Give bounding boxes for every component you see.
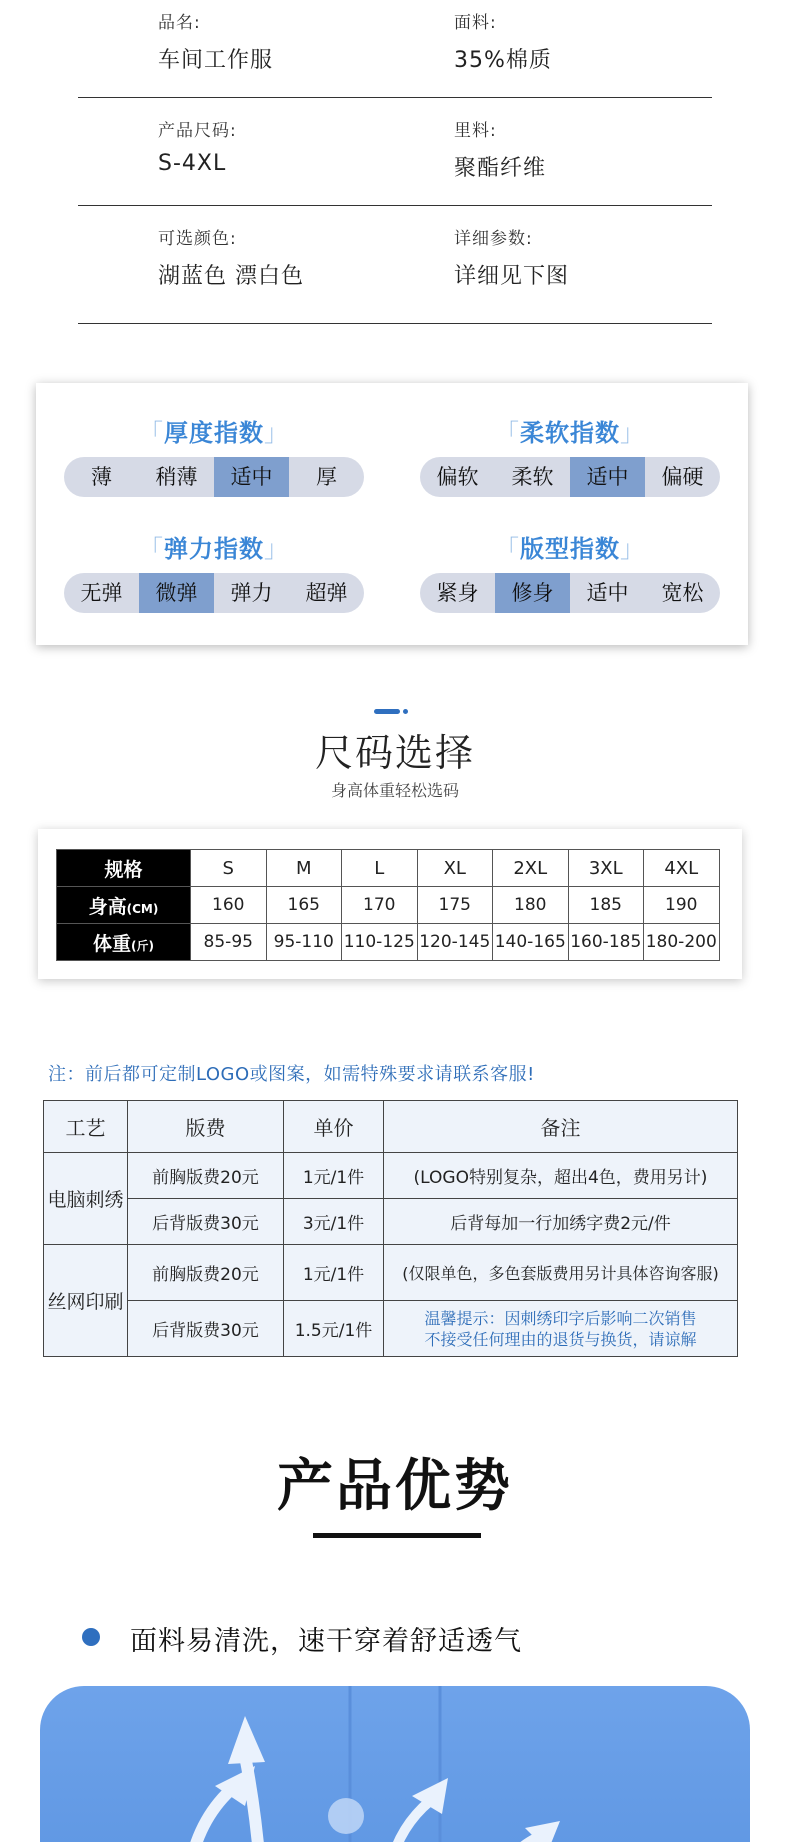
height-cell: 175	[417, 887, 493, 924]
fit-index	[420, 529, 720, 613]
index-bar	[420, 573, 720, 613]
index-option-active: 修身	[495, 573, 570, 613]
weight-header: 体重(斤)	[57, 924, 191, 961]
index-title: 「柔软指数」	[495, 419, 645, 447]
craft-fee: 后背版费30元	[128, 1199, 284, 1245]
height-cell: 170	[342, 887, 418, 924]
weight-cell: 180-200	[644, 924, 720, 961]
index-option-active: 适中	[570, 457, 645, 497]
weight-cell: 160-185	[568, 924, 644, 961]
height-cell: 185	[568, 887, 644, 924]
info-value: 湖蓝色 漂白色	[158, 264, 304, 289]
index-option-active: 微弹	[139, 573, 214, 613]
advantage-title: 产品优势	[277, 1454, 513, 1519]
info-value: 车间工作服	[158, 48, 274, 73]
index-option: 稍薄	[155, 465, 198, 489]
craft-remark-tip	[384, 1301, 738, 1357]
softness-index	[420, 413, 720, 497]
fabric-index-card	[36, 383, 748, 645]
info-cell-fabric	[454, 8, 552, 74]
info-label: 可选颜色:	[158, 229, 237, 249]
craft-price: 1元/1件	[284, 1245, 384, 1301]
craft-row	[44, 1199, 738, 1245]
index-option: 偏硬	[661, 465, 704, 489]
craft-header: 备注	[384, 1101, 738, 1153]
info-label: 面料:	[454, 13, 497, 33]
height-row	[57, 887, 720, 924]
bullet-dot	[82, 1628, 100, 1646]
index-option: 薄	[91, 465, 112, 489]
index-option: 无弹	[80, 581, 123, 605]
advantage-item: 面料易清洗，速干穿着舒适透气	[130, 1626, 522, 1657]
weight-cell: 85-95	[191, 924, 267, 961]
size-chart-card	[38, 829, 742, 979]
info-cell-name	[158, 8, 273, 74]
info-value: S-4XL	[158, 151, 227, 176]
info-cell-lining	[454, 116, 546, 182]
craft-price-table	[43, 1100, 738, 1357]
size-cell: XL	[417, 850, 493, 887]
craft-fee: 后背版费30元	[128, 1301, 284, 1357]
info-cell-size	[158, 116, 237, 176]
weight-cell: 110-125	[342, 924, 418, 961]
index-title: 「弹力指数」	[139, 535, 289, 563]
craft-remark: (LOGO特别复杂，超出4色，费用另计)	[384, 1153, 738, 1199]
craft-header-row	[44, 1101, 738, 1153]
elasticity-index	[64, 529, 364, 613]
index-option: 弹力	[230, 581, 273, 605]
size-cell: M	[266, 850, 342, 887]
craft-row	[44, 1245, 738, 1301]
size-row	[57, 850, 720, 887]
size-cell: L	[342, 850, 418, 887]
size-cell: 3XL	[568, 850, 644, 887]
craft-header: 版费	[128, 1101, 284, 1153]
craft-price: 3元/1件	[284, 1199, 384, 1245]
weight-cell: 140-165	[493, 924, 569, 961]
index-bar	[64, 573, 364, 613]
index-option: 适中	[586, 581, 629, 605]
breathable-arrows-icon	[40, 1686, 750, 1842]
index-option-active: 适中	[214, 457, 289, 497]
height-cell: 160	[191, 887, 267, 924]
height-cell: 165	[266, 887, 342, 924]
craft-row	[44, 1153, 738, 1199]
height-cell: 180	[493, 887, 569, 924]
customization-note: 注：前后都可定制LOGO或图案，如需特殊要求请联系客服!	[48, 1064, 535, 1085]
craft-fee: 前胸版费20元	[128, 1153, 284, 1199]
index-option: 宽松	[661, 581, 704, 605]
craft-price: 1元/1件	[284, 1153, 384, 1199]
size-cell: 2XL	[493, 850, 569, 887]
size-cell: S	[191, 850, 267, 887]
index-option: 偏软	[436, 465, 479, 489]
info-label: 里料:	[454, 121, 497, 141]
craft-price: 1.5元/1件	[284, 1301, 384, 1357]
height-cell: 190	[644, 887, 720, 924]
size-table	[56, 849, 720, 961]
info-value: 详细见下图	[454, 264, 570, 289]
index-bar	[420, 457, 720, 497]
index-title: 「厚度指数」	[139, 419, 289, 447]
craft-type: 电脑刺绣	[44, 1153, 128, 1245]
index-title: 「版型指数」	[495, 535, 645, 563]
craft-remark: (仅限单色，多色套版费用另计具体咨询客服)	[384, 1245, 738, 1301]
index-bar	[64, 457, 364, 497]
section-decoration	[374, 709, 408, 714]
info-row	[78, 98, 712, 206]
thickness-index	[64, 413, 364, 497]
craft-fee: 前胸版费20元	[128, 1245, 284, 1301]
weight-cell: 95-110	[266, 924, 342, 961]
info-row	[78, 0, 712, 98]
index-option: 柔软	[511, 465, 554, 489]
info-row	[78, 206, 712, 324]
info-value: 35%棉质	[454, 48, 552, 73]
craft-remark: 后背每加一行加绣字费2元/件	[384, 1199, 738, 1245]
info-cell-color	[158, 224, 304, 290]
weight-cell: 120-145	[417, 924, 493, 961]
craft-type: 丝网印刷	[44, 1245, 128, 1357]
info-value: 聚酯纤维	[454, 156, 547, 181]
fabric-photo	[40, 1686, 750, 1842]
weight-row	[57, 924, 720, 961]
info-label: 产品尺码:	[158, 121, 237, 141]
index-option: 厚	[316, 465, 337, 489]
index-option: 超弹	[305, 581, 348, 605]
tip-line: 温馨提示：因刺绣印字后影响二次销售	[424, 1308, 697, 1328]
info-label: 品名:	[158, 13, 201, 33]
index-option: 紧身	[436, 581, 479, 605]
info-label: 详细参数:	[454, 229, 533, 249]
size-cell: 4XL	[644, 850, 720, 887]
size-section-subtitle: 身高体重轻松选码	[330, 781, 459, 800]
craft-header: 工艺	[44, 1101, 128, 1153]
size-section-title: 尺码选择	[314, 731, 475, 775]
craft-header: 单价	[284, 1101, 384, 1153]
height-header: 身高(CM)	[57, 887, 191, 924]
tip-line: 不接受任何理由的退货与换货，请谅解	[424, 1329, 697, 1349]
spec-header: 规格	[57, 850, 191, 887]
craft-row	[44, 1301, 738, 1357]
title-underline	[313, 1533, 481, 1538]
info-cell-params	[454, 224, 569, 290]
